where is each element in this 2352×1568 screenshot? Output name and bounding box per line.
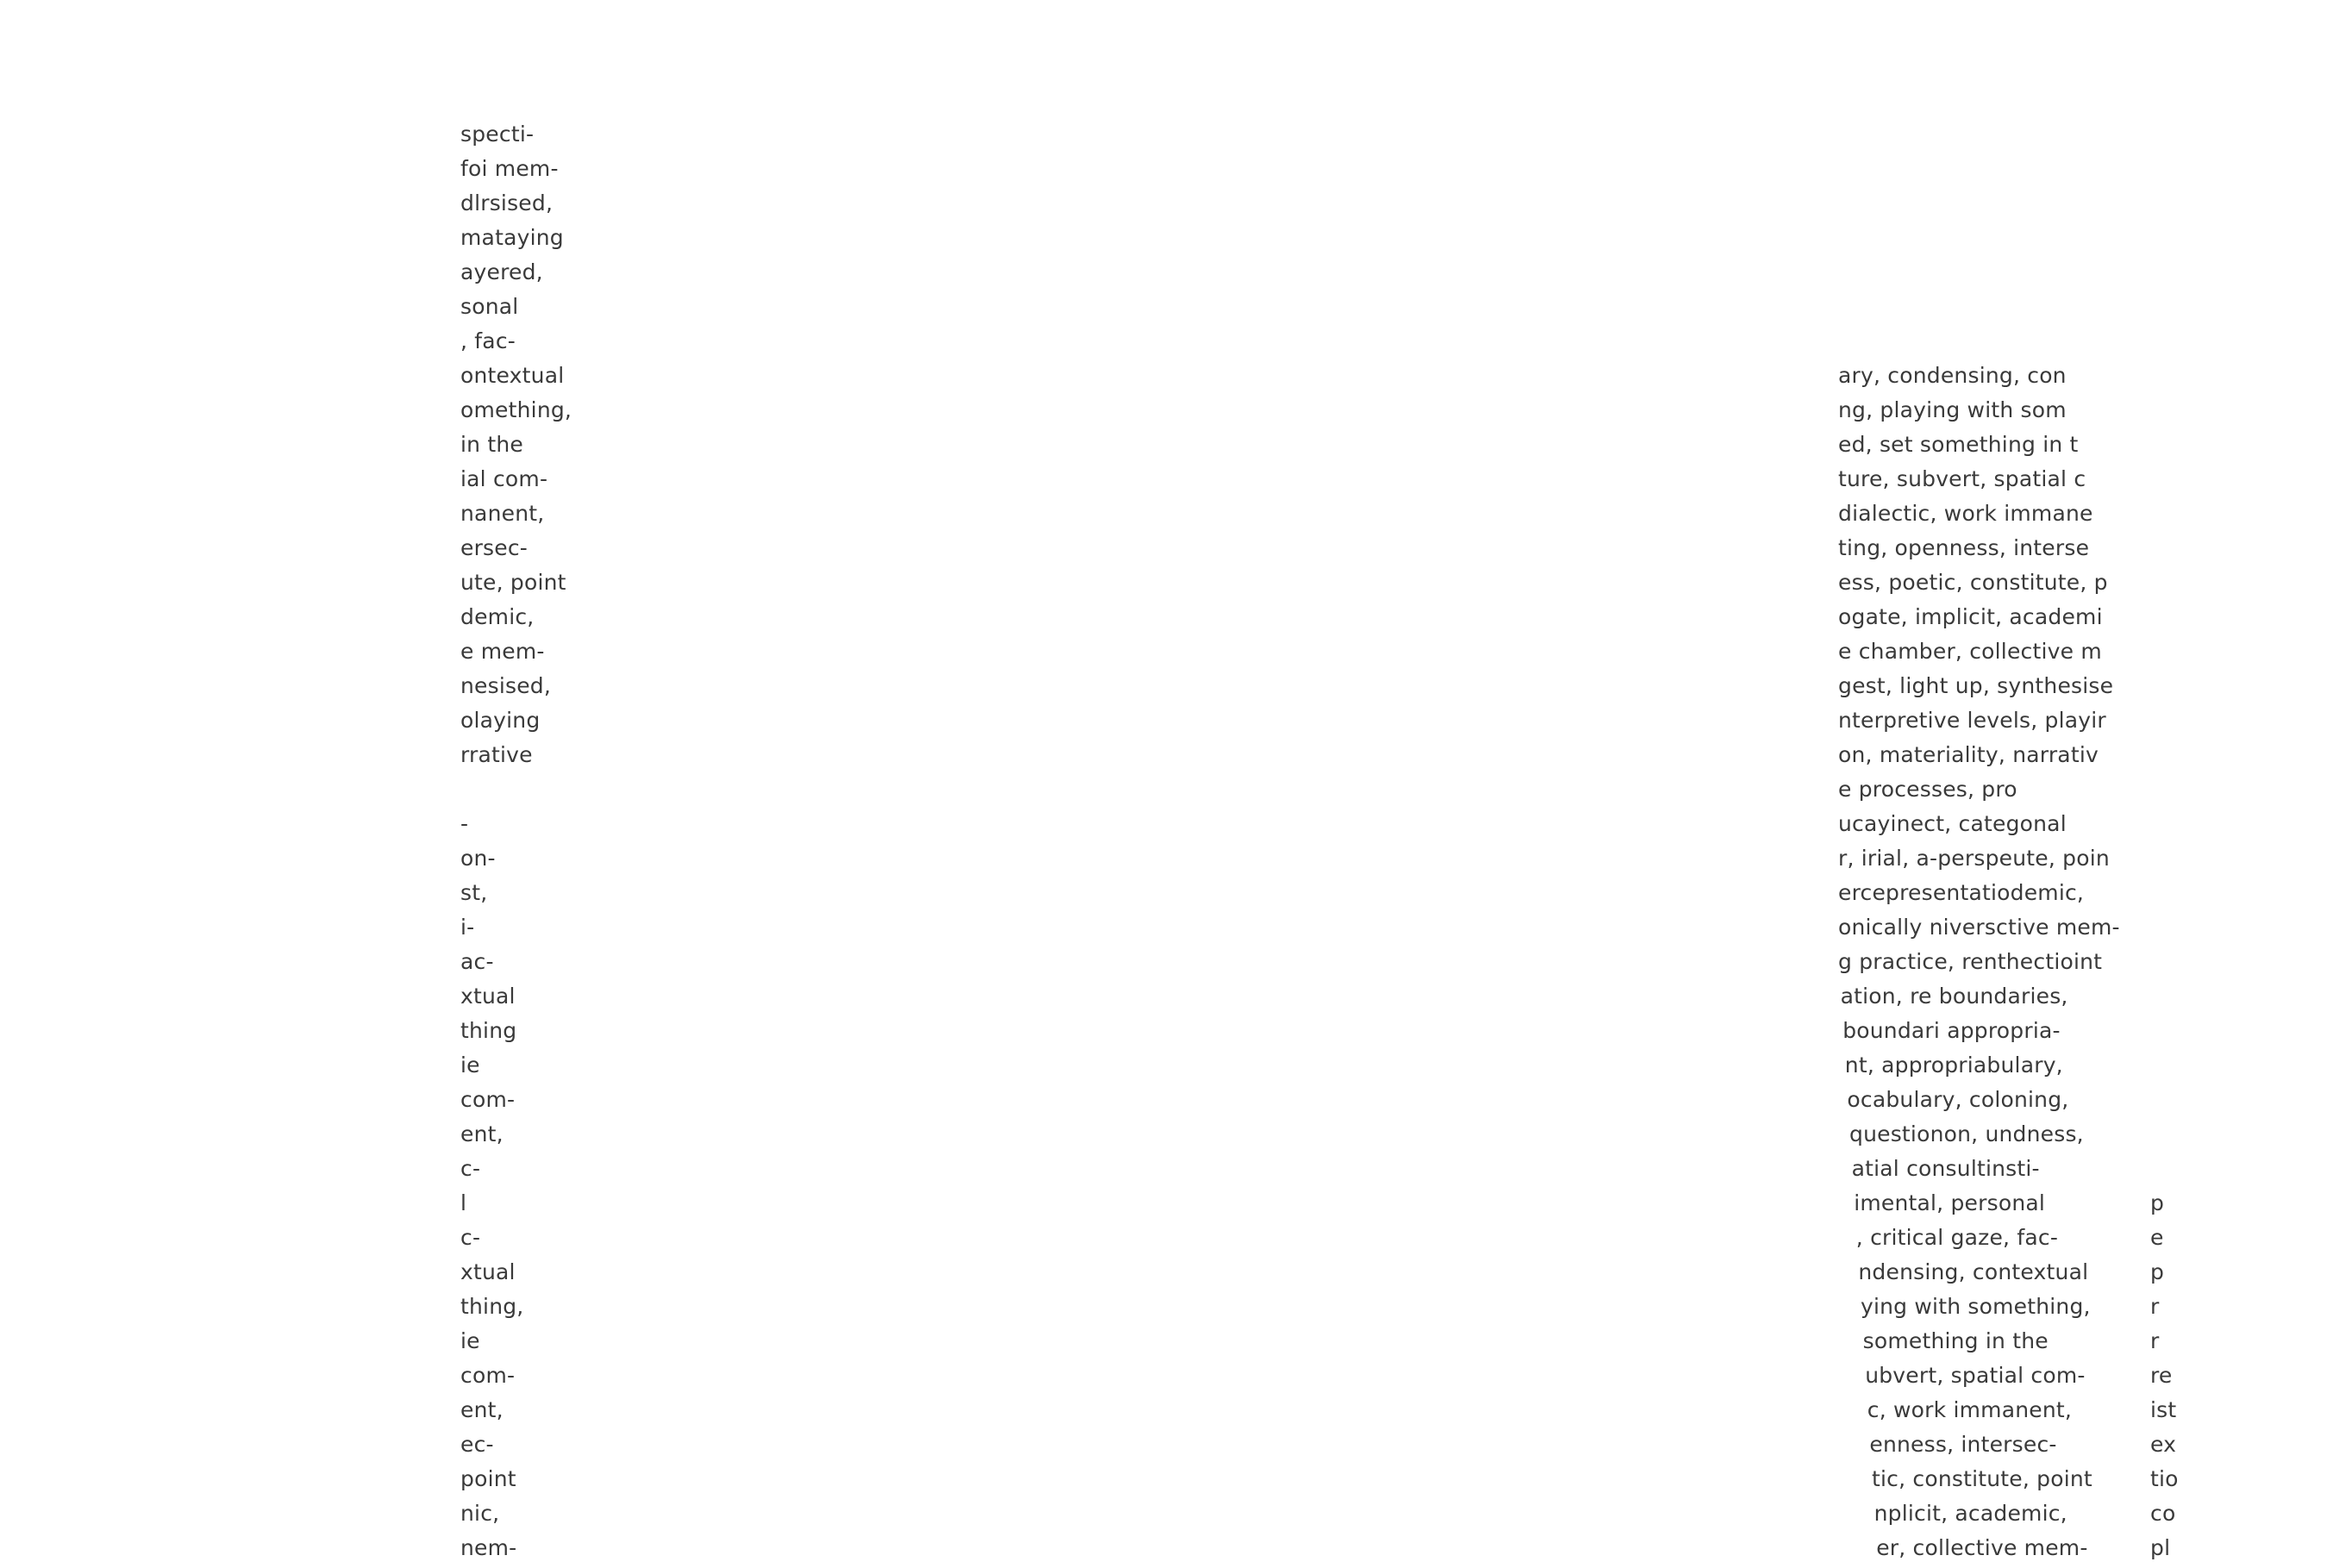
text-fragment-line: e mem- <box>460 639 545 664</box>
text-fragment-line: , critical gaze, fac- <box>1855 1225 2059 1250</box>
text-fragment-line: re <box>2150 1363 2173 1388</box>
text-fragment-line: ute, point <box>460 570 566 595</box>
text-fragment-line: l <box>460 1190 467 1215</box>
text-fragment-line: tic, constitute, point <box>1872 1466 2092 1491</box>
text-fragment-line: c- <box>460 1156 481 1181</box>
text-fragment-line: on, materiality, narrativ <box>1838 742 2099 767</box>
text-fragment-line: ersec- <box>460 535 529 560</box>
text-fragment-line: nterpretive levels, playir <box>1838 708 2106 733</box>
text-fragment-line: e chamber, collective m <box>1838 639 2102 664</box>
fragment-column-right-edge <box>2150 0 2219 1568</box>
text-fragment-line: pl <box>2150 1535 2171 1560</box>
text-fragment-line: ie <box>460 1053 480 1078</box>
text-fragment-line: atial consultinsti- <box>1851 1156 2040 1181</box>
fragment-column-right <box>1838 0 2120 1568</box>
text-fragment-line: ogate, implicit, academi <box>1838 604 2103 629</box>
text-fragment-line: st, <box>460 880 488 905</box>
text-fragment-line: onically niversctive mem- <box>1838 915 2120 940</box>
text-fragment-line: something in the <box>1862 1328 2049 1353</box>
text-fragment-line: nem- <box>460 1535 517 1560</box>
text-fragment-line: ayered, <box>460 259 543 284</box>
text-fragment-line: i- <box>460 915 475 940</box>
text-fragment-line: ec- <box>460 1432 494 1457</box>
text-fragment-line: ial com- <box>460 466 548 491</box>
text-fragment-line: thing, <box>460 1294 524 1319</box>
text-fragment-line: c- <box>460 1225 481 1250</box>
text-fragment-line: nplicit, academic, <box>1873 1501 2067 1526</box>
text-fragment-line: , fac- <box>460 328 516 353</box>
text-fragment-line: ation, re boundaries, <box>1840 984 2068 1009</box>
text-fragment-line: ndensing, contextual <box>1858 1259 2089 1284</box>
text-fragment-line: co <box>2150 1501 2176 1526</box>
text-fragment-line: olaying <box>460 708 541 733</box>
text-fragment-line: ercepresentatiodemic, <box>1838 880 2085 905</box>
text-fragment-line: dialectic, work immane <box>1838 501 2093 526</box>
text-fragment-line: ent, <box>460 1397 504 1422</box>
text-fragment-line: xtual <box>460 1259 516 1284</box>
text-fragment-line: e processes, pro <box>1838 777 2017 802</box>
text-fragment-line: p <box>2150 1259 2165 1284</box>
text-fragment-line: r, irial, a-perspeute, poin <box>1838 846 2110 871</box>
text-fragment-line: nanent, <box>460 501 545 526</box>
text-fragment-line: ubvert, spatial com- <box>1865 1363 2086 1388</box>
text-fragment-line: xtual <box>460 984 516 1009</box>
text-fragment-line: ary, condensing, con <box>1838 363 2067 388</box>
text-fragment-line: ie <box>460 1328 480 1353</box>
text-fragment-line: nt, appropriabulary, <box>1844 1053 2063 1078</box>
text-fragment-line: com- <box>460 1363 516 1388</box>
text-fragment-line: r <box>2150 1328 2160 1353</box>
text-fragment-line: dlrsised, <box>460 191 554 216</box>
text-fragment-line: g practice, renthectioint <box>1838 949 2103 974</box>
text-fragment-line: ture, subvert, spatial c <box>1838 466 2086 491</box>
text-fragment-line: ist <box>2150 1397 2177 1422</box>
text-fragment-line: omething, <box>460 397 572 422</box>
text-fragment-line: ocabulary, coloning, <box>1847 1087 2069 1112</box>
fragment-column-left-edge <box>460 0 572 1568</box>
text-fragment-line: mataying <box>460 225 564 250</box>
text-fragment-line: ting, openness, interse <box>1838 535 2090 560</box>
text-fragment-line: e <box>2150 1225 2164 1250</box>
text-fragment-line: c, work immanent, <box>1867 1397 2073 1422</box>
text-fragment-line: ying with something, <box>1861 1294 2091 1319</box>
text-fragment-line: sonal <box>460 294 519 319</box>
text-fragment-line: boundari appropria- <box>1842 1018 2061 1043</box>
text-fragment-line: nesised, <box>460 673 552 698</box>
text-fragment-line: imental, personal <box>1854 1190 2046 1215</box>
text-fragment-line: nic, <box>460 1501 500 1526</box>
text-fragment-line: ontextual <box>460 363 565 388</box>
text-fragment-line: - <box>460 811 469 836</box>
text-fragment-line: com- <box>460 1087 516 1112</box>
text-fragment-line: foi mem- <box>460 156 559 181</box>
text-fragment-line: questionon, undness, <box>1849 1121 2084 1146</box>
text-fragment-line: ess, poetic, constitute, p <box>1838 570 2108 595</box>
text-fragment-line: ed, set something in t <box>1838 432 2079 457</box>
text-fragment-line: ex <box>2150 1432 2177 1457</box>
text-fragment-line: ng, playing with som <box>1838 397 2067 422</box>
text-fragment-line: demic, <box>460 604 535 629</box>
text-fragment-line: point <box>460 1466 516 1491</box>
text-fragment-line: r <box>2150 1294 2160 1319</box>
text-fragment-line: specti- <box>460 122 535 147</box>
text-fragment-line: p <box>2150 1190 2165 1215</box>
text-fragment-line: ucayinect, categonal <box>1838 811 2067 836</box>
text-fragment-line: enness, intersec- <box>1869 1432 2057 1457</box>
text-fragment-line: ac- <box>460 949 494 974</box>
text-fragment-line: on- <box>460 846 496 871</box>
text-fragment-line: tio <box>2150 1466 2179 1491</box>
text-fragment-line: ent, <box>460 1121 504 1146</box>
text-fragment-line: thing <box>460 1018 517 1043</box>
text-fragment-line: gest, light up, synthesise <box>1838 673 2114 698</box>
text-fragment-line: er, collective mem- <box>1876 1535 2088 1560</box>
text-fragment-line: in the <box>460 432 523 457</box>
text-fragment-line: rrative <box>460 742 533 767</box>
